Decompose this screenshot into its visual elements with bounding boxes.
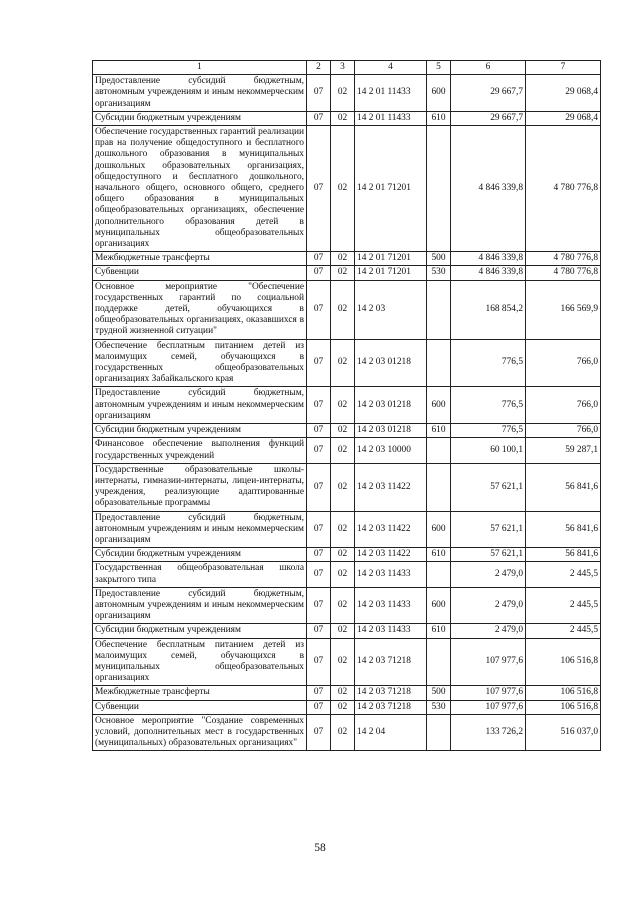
subsection-code-cell: 02 [331,339,355,387]
subsection-code-cell: 02 [331,266,355,280]
row-name-cell: Основное мероприятие "Создание современных условий, дополнительных мест в государственных (муниципальных) образовательных организациях" [93,714,307,751]
section-code-cell: 07 [307,424,331,438]
subsection-code-cell: 02 [331,638,355,686]
target-article-cell: 14 2 03 [355,280,427,339]
section-code-cell: 07 [307,714,331,751]
amount-year1-cell: 776,5 [451,339,526,387]
row-name-cell: Предоставление субсидий бюджетным, автономным учреждениям и иным некоммерческим организациям [93,511,307,548]
target-article-cell: 14 2 01 71201 [355,252,427,266]
section-code-cell: 07 [307,463,331,511]
subsection-code-cell: 02 [331,587,355,624]
target-article-cell: 14 2 04 [355,714,427,751]
target-article-cell: 14 2 03 11422 [355,511,427,548]
target-article-cell: 14 2 01 11433 [355,75,427,112]
amount-year1-cell: 776,5 [451,424,526,438]
amount-year2-cell: 4 780 776,8 [526,126,601,252]
subsection-code-cell: 02 [331,562,355,587]
expense-type-cell [427,463,451,511]
amount-year2-cell: 2 445,5 [526,562,601,587]
section-code-cell: 07 [307,75,331,112]
row-name-cell: Государственные образовательные школы-интернаты, гимназии-интернаты, лицеи-интернаты, учреждения, реализующие адаптированные образовательные программы [93,463,307,511]
amount-year1-cell: 133 726,2 [451,714,526,751]
amount-year1-cell: 2 479,0 [451,587,526,624]
section-code-cell: 07 [307,280,331,339]
expense-type-cell: 610 [427,624,451,638]
row-name-cell: Обеспечение бесплатным питанием детей из малоимущих семей, обучающихся в государственных общеобразовательных организациях Забайкальского края [93,339,307,387]
table-row [93,587,601,624]
target-article-cell: 14 2 03 01218 [355,424,427,438]
row-name-cell: Обеспечение государственных гарантий реализации прав на получение общедоступного и бесплатного дошкольного образования в муниципальных дошкольных образовательных организациях, общедоступного и бесплатного дошкольного, начального общего, основного общего, среднего общего образования в муниципальных общеобразовательных организациях, обеспечение дополнительного образования детей в муниципальных общеобразовательных организациях [93,126,307,252]
expense-type-cell: 600 [427,75,451,112]
amount-year2-cell: 106 516,8 [526,686,601,700]
amount-year1-cell: 4 846 339,8 [451,126,526,252]
row-name-cell: Межбюджетные трансферты [93,686,307,700]
expense-type-cell: 530 [427,700,451,714]
section-code-cell: 07 [307,266,331,280]
table-row [93,126,601,252]
target-article-cell: 14 2 03 01218 [355,387,427,424]
expense-type-cell [427,126,451,252]
expense-type-cell: 600 [427,387,451,424]
subsection-code-cell: 02 [331,424,355,438]
column-header: 7 [526,61,601,75]
amount-year2-cell: 4 780 776,8 [526,252,601,266]
amount-year1-cell: 2 479,0 [451,562,526,587]
column-header: 3 [331,61,355,75]
subsection-code-cell: 02 [331,126,355,252]
target-article-cell: 14 2 01 11433 [355,111,427,125]
table-row [93,75,601,112]
amount-year2-cell: 766,0 [526,424,601,438]
column-header: 2 [307,61,331,75]
amount-year1-cell: 29 667,7 [451,111,526,125]
section-code-cell: 07 [307,624,331,638]
page-number: 58 [314,842,326,854]
amount-year1-cell: 2 479,0 [451,624,526,638]
section-code-cell: 07 [307,686,331,700]
section-code-cell: 07 [307,111,331,125]
amount-year1-cell: 60 100,1 [451,438,526,463]
amount-year1-cell: 107 977,6 [451,700,526,714]
section-code-cell: 07 [307,438,331,463]
expense-type-cell [427,562,451,587]
expense-type-cell: 600 [427,511,451,548]
amount-year2-cell: 56 841,6 [526,511,601,548]
expense-type-cell [427,280,451,339]
table-row [93,548,601,562]
expense-type-cell: 610 [427,548,451,562]
table-header [93,61,601,75]
target-article-cell: 14 2 01 71201 [355,126,427,252]
table-row [93,463,601,511]
row-name-cell: Субсидии бюджетным учреждениям [93,424,307,438]
amount-year1-cell: 57 621,1 [451,463,526,511]
expense-type-cell [427,638,451,686]
amount-year2-cell: 2 445,5 [526,587,601,624]
target-article-cell: 14 2 03 11433 [355,587,427,624]
amount-year1-cell: 776,5 [451,387,526,424]
section-code-cell: 07 [307,548,331,562]
table-body [93,75,601,751]
amount-year2-cell: 29 068,4 [526,75,601,112]
amount-year1-cell: 4 846 339,8 [451,252,526,266]
table-row [93,686,601,700]
table-row [93,624,601,638]
row-name-cell: Субвенции [93,266,307,280]
section-code-cell: 07 [307,638,331,686]
subsection-code-cell: 02 [331,686,355,700]
expense-type-cell [427,339,451,387]
section-code-cell: 07 [307,339,331,387]
expense-type-cell: 530 [427,266,451,280]
amount-year1-cell: 57 621,1 [451,548,526,562]
section-code-cell: 07 [307,700,331,714]
section-code-cell: 07 [307,126,331,252]
row-name-cell: Субсидии бюджетным учреждениям [93,548,307,562]
table-row [93,511,601,548]
expense-type-cell: 600 [427,587,451,624]
amount-year1-cell: 107 977,6 [451,686,526,700]
section-code-cell: 07 [307,387,331,424]
amount-year1-cell: 4 846 339,8 [451,266,526,280]
target-article-cell: 14 2 03 11422 [355,548,427,562]
section-code-cell: 07 [307,587,331,624]
column-header: 4 [355,61,427,75]
table-row [93,387,601,424]
subsection-code-cell: 02 [331,511,355,548]
subsection-code-cell: 02 [331,624,355,638]
table-row [93,714,601,751]
amount-year1-cell: 168 854,2 [451,280,526,339]
expense-type-cell: 610 [427,424,451,438]
target-article-cell: 14 2 03 01218 [355,339,427,387]
column-header: 1 [93,61,307,75]
column-header: 5 [427,61,451,75]
expense-type-cell [427,438,451,463]
target-article-cell: 14 2 03 11433 [355,562,427,587]
amount-year2-cell: 516 037,0 [526,714,601,751]
expense-type-cell: 500 [427,686,451,700]
expense-type-cell [427,714,451,751]
subsection-code-cell: 02 [331,714,355,751]
row-name-cell: Субвенции [93,700,307,714]
row-name-cell: Предоставление субсидий бюджетным, автономным учреждениям и иным некоммерческим организациям [93,587,307,624]
table-row [93,280,601,339]
subsection-code-cell: 02 [331,700,355,714]
amount-year2-cell: 29 068,4 [526,111,601,125]
target-article-cell: 14 2 03 10000 [355,438,427,463]
row-name-cell: Субсидии бюджетным учреждениям [93,624,307,638]
row-name-cell: Обеспечение бесплатным питанием детей из малоимущих семей, обучающихся в муниципальных общеобразовательных организациях [93,638,307,686]
amount-year2-cell: 56 841,6 [526,548,601,562]
table-row [93,562,601,587]
amount-year2-cell: 56 841,6 [526,463,601,511]
row-name-cell: Субсидии бюджетным учреждениям [93,111,307,125]
row-name-cell: Межбюджетные трансферты [93,252,307,266]
expense-type-cell: 500 [427,252,451,266]
table-row [93,111,601,125]
budget-table [92,60,601,751]
amount-year2-cell: 4 780 776,8 [526,266,601,280]
target-article-cell: 14 2 03 11433 [355,624,427,638]
subsection-code-cell: 02 [331,463,355,511]
subsection-code-cell: 02 [331,75,355,112]
target-article-cell: 14 2 03 71218 [355,686,427,700]
target-article-cell: 14 2 01 71201 [355,266,427,280]
amount-year1-cell: 57 621,1 [451,511,526,548]
table-row [93,638,601,686]
subsection-code-cell: 02 [331,438,355,463]
table-row [93,339,601,387]
target-article-cell: 14 2 03 11422 [355,463,427,511]
column-header: 6 [451,61,526,75]
header-row [93,61,601,75]
expense-type-cell: 610 [427,111,451,125]
row-name-cell: Финансовое обеспечение выполнения функций государственных учреждений [93,438,307,463]
section-code-cell: 07 [307,562,331,587]
amount-year2-cell: 2 445,5 [526,624,601,638]
amount-year1-cell: 29 667,7 [451,75,526,112]
target-article-cell: 14 2 03 71218 [355,700,427,714]
table-row [93,700,601,714]
target-article-cell: 14 2 03 71218 [355,638,427,686]
amount-year2-cell: 766,0 [526,387,601,424]
section-code-cell: 07 [307,511,331,548]
table-row [93,424,601,438]
subsection-code-cell: 02 [331,111,355,125]
amount-year2-cell: 766,0 [526,339,601,387]
amount-year2-cell: 59 287,1 [526,438,601,463]
table-row [93,252,601,266]
row-name-cell: Государственная общеобразовательная школа закрытого типа [93,562,307,587]
amount-year2-cell: 106 516,8 [526,638,601,686]
section-code-cell: 07 [307,252,331,266]
amount-year1-cell: 107 977,6 [451,638,526,686]
table-row [93,266,601,280]
amount-year2-cell: 166 569,9 [526,280,601,339]
subsection-code-cell: 02 [331,252,355,266]
row-name-cell: Основное мероприятие "Обеспечение государственных гарантий по социальной поддержке детей, обучающихся в общеобразовательных организациях, оказавшихся в трудной жизненной ситуации" [93,280,307,339]
row-name-cell: Предоставление субсидий бюджетным, автономным учреждениям и иным некоммерческим организациям [93,75,307,112]
subsection-code-cell: 02 [331,548,355,562]
amount-year2-cell: 106 516,8 [526,700,601,714]
table-row [93,438,601,463]
subsection-code-cell: 02 [331,280,355,339]
subsection-code-cell: 02 [331,387,355,424]
row-name-cell: Предоставление субсидий бюджетным, автономным учреждениям и иным некоммерческим организациям [93,387,307,424]
